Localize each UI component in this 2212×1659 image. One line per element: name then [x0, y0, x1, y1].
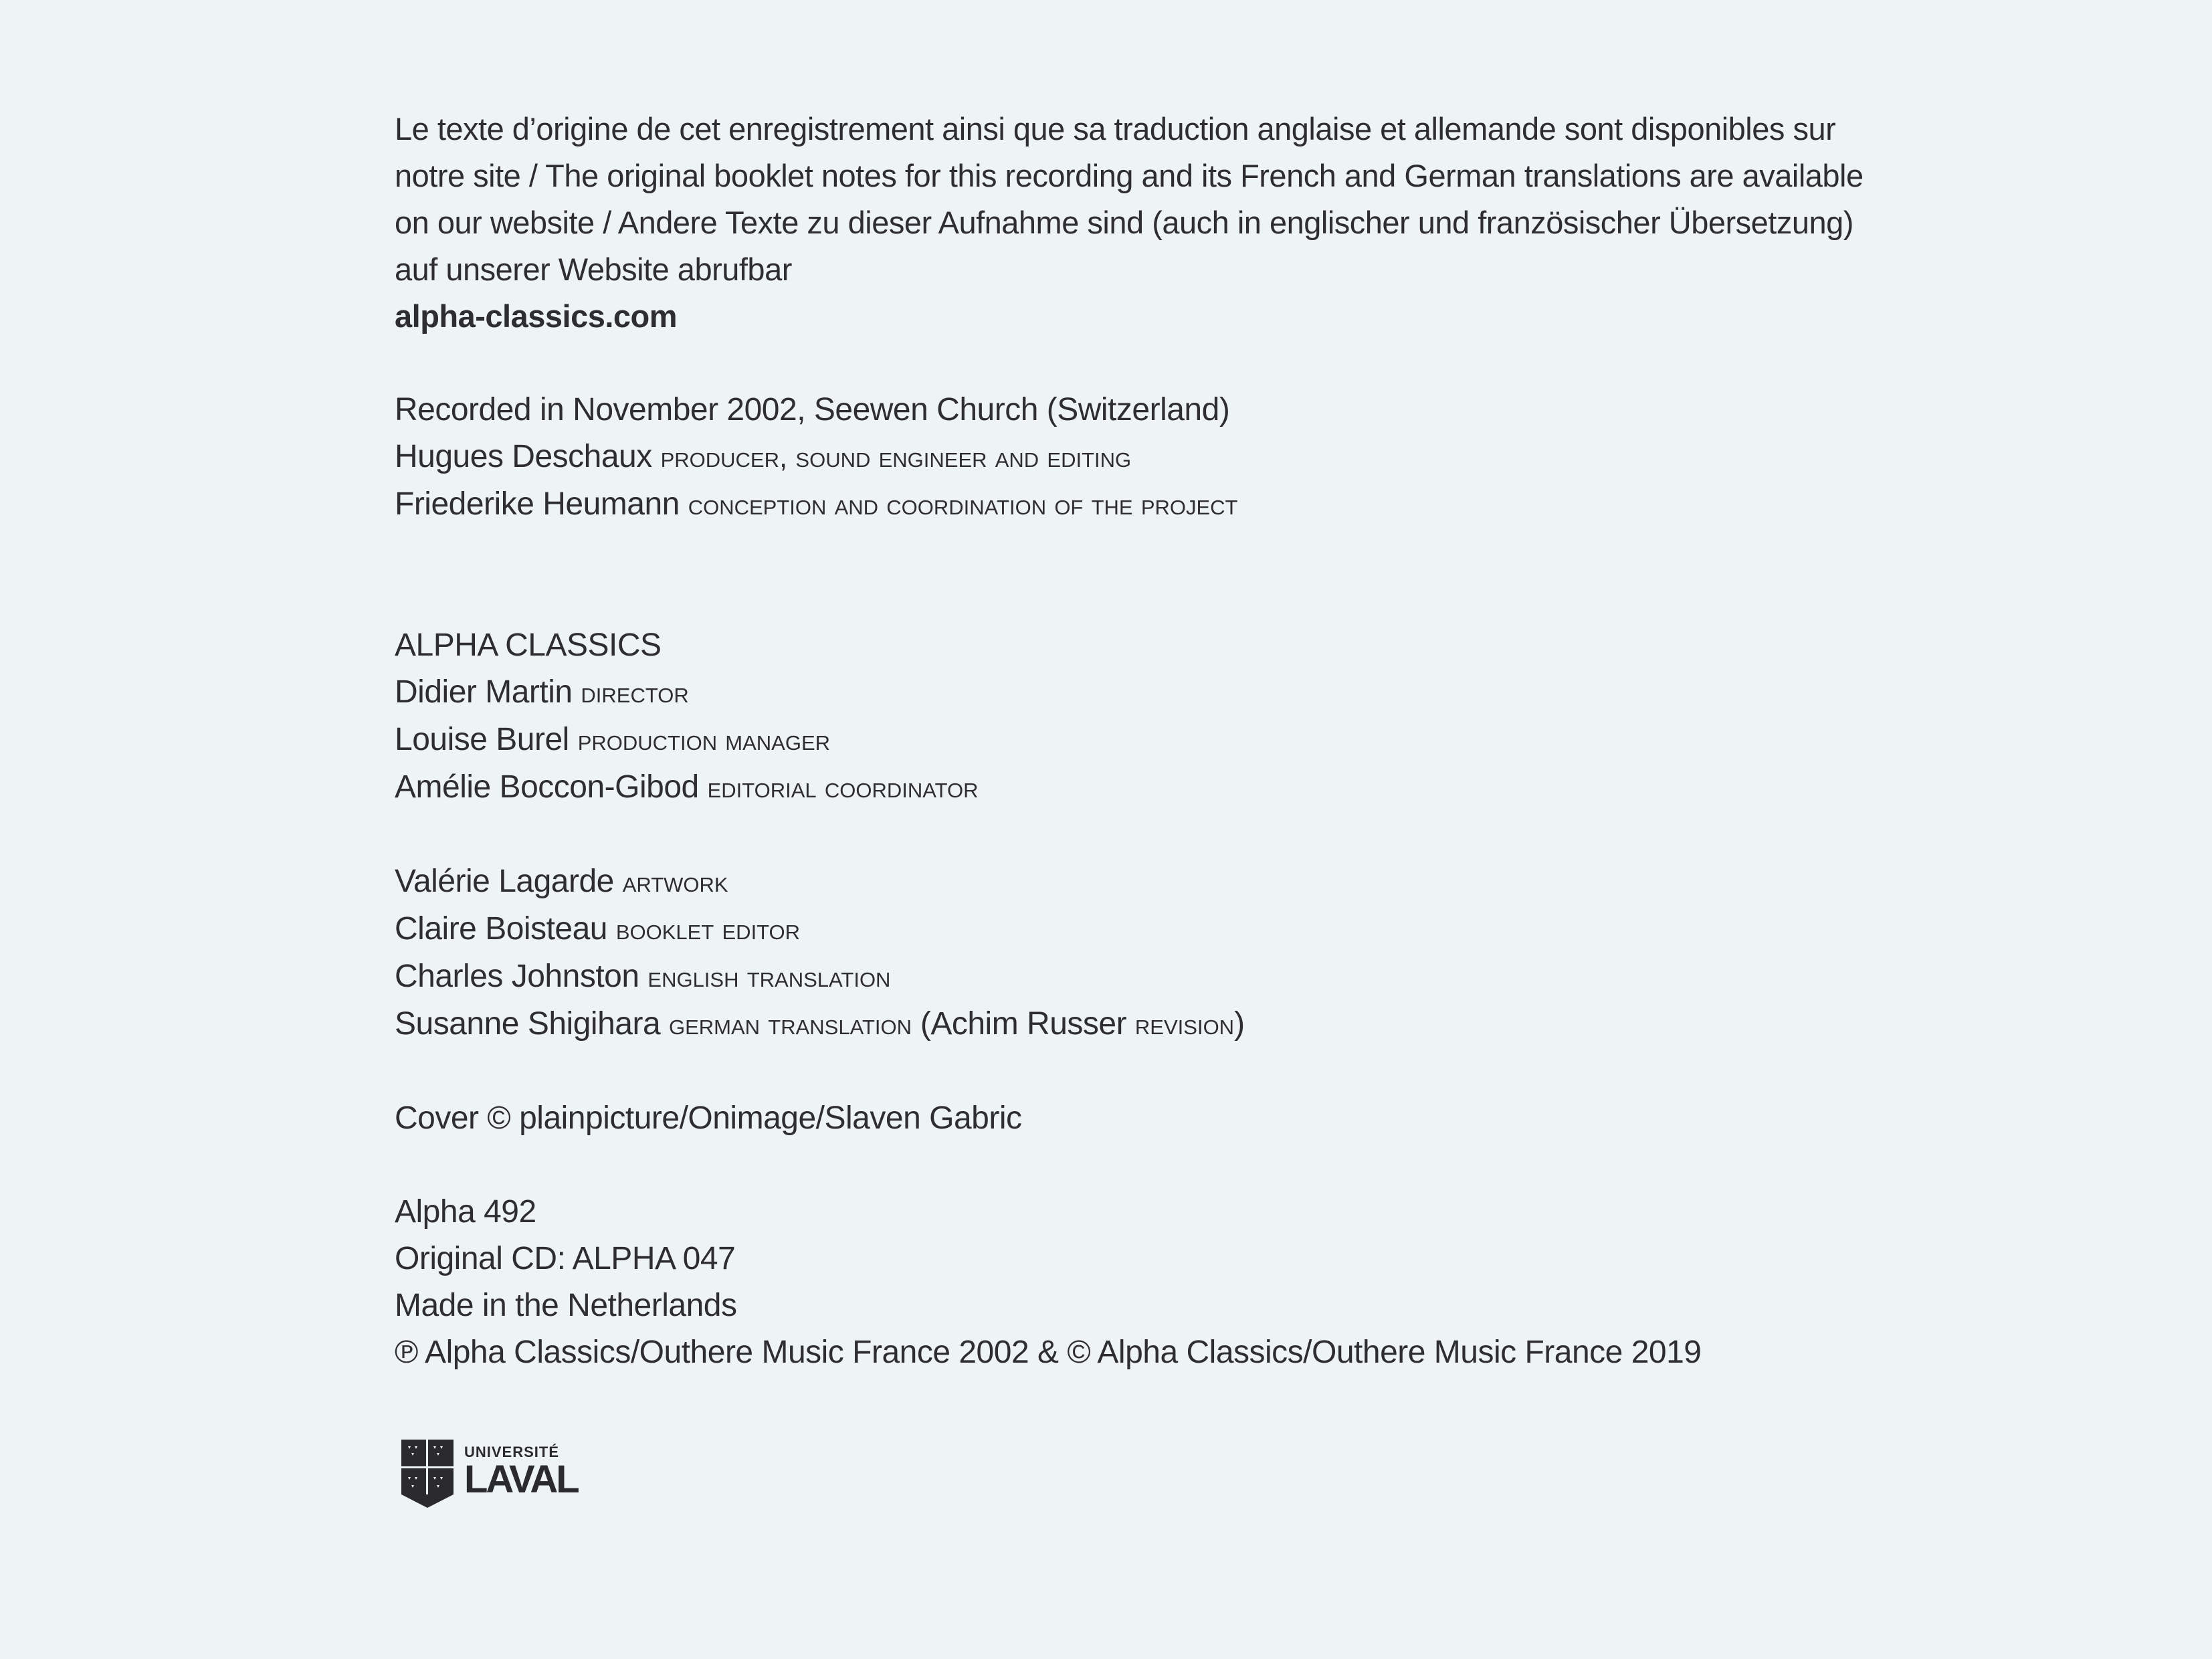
logo-wordmark: [464, 1444, 578, 1501]
credit-name: Hugues Deschaux: [395, 439, 652, 474]
credit-role: booklet editor: [615, 913, 801, 946]
intro-line-2: notre site / The original booklet notes for this recording and its French and German translations are available: [395, 158, 1864, 193]
credit-line: [395, 1001, 1946, 1048]
copyright-line: ℗ Alpha Classics/Outhere Music France 2002 & © Alpha Classics/Outhere Music France 2019: [395, 1335, 1702, 1370]
credit-line: [395, 669, 1946, 716]
website-link[interactable]: alpha-classics.com: [395, 298, 678, 334]
intro-block: [395, 106, 1946, 340]
credit-role: producer, sound engineer and editing: [660, 441, 1132, 474]
recording-info: Recorded in November 2002, Seewen Church (Switzerland): [395, 392, 1230, 427]
label-block: [395, 622, 1946, 811]
credit-name: Valérie Lagarde: [395, 864, 614, 899]
spacer: [395, 1048, 1946, 1095]
credit-role: english translation: [647, 961, 891, 993]
credit-role: director: [581, 676, 689, 709]
logo-small-text: UNIVERSITÉ: [464, 1444, 560, 1460]
universite-laval-logo: [400, 1438, 578, 1509]
logo-big-text: LAVAL: [464, 1458, 578, 1501]
credit-name: Didier Martin: [395, 674, 573, 710]
credit-role: conception and coordination of the project: [688, 488, 1238, 521]
credit-line: [395, 716, 1946, 764]
credit-line: [395, 433, 1946, 481]
spacer: [395, 1142, 1946, 1189]
credit-line: [395, 481, 1946, 528]
credit-line: [395, 764, 1946, 811]
credit-name: Charles Johnston: [395, 959, 639, 994]
credit-role: revision: [1134, 1008, 1235, 1041]
recording-block: [395, 387, 1946, 528]
credit-name: Amélie Boccon-Gibod: [395, 769, 699, 805]
original-cd: Original CD: ALPHA 047: [395, 1241, 736, 1276]
credit-role: production manager: [577, 724, 831, 757]
credit-name: Louise Burel: [395, 722, 569, 757]
credit-role: german translation: [668, 1008, 912, 1041]
credit-role: editorial coordinator: [707, 771, 979, 804]
spacer: [395, 528, 1946, 622]
spacer: [395, 811, 1946, 858]
cover-credit: Cover © plainpicture/Onimage/Slaven Gabric: [395, 1100, 1022, 1136]
credit-name: Susanne Shigihara: [395, 1006, 661, 1042]
booklet-block: [395, 858, 1946, 1048]
credit-name: Achim Russer: [930, 1006, 1127, 1042]
credits-page: [395, 106, 1946, 1376]
credit-line: [395, 858, 1946, 906]
credit-line: [395, 953, 1946, 1001]
spacer: [395, 340, 1946, 387]
credit-line: [395, 906, 1946, 953]
catalog-number: Alpha 492: [395, 1194, 536, 1230]
credit-role: artwork: [622, 866, 728, 898]
label-heading: ALPHA CLASSICS: [395, 627, 662, 663]
credit-name: Friederike Heumann: [395, 486, 680, 522]
made-in: Made in the Netherlands: [395, 1288, 737, 1323]
paren-open: (: [920, 1006, 931, 1042]
catalog-block: [395, 1189, 1946, 1376]
intro-line-4: auf unserer Website abrufbar: [395, 252, 792, 287]
intro-line-3: on our website / Andere Texte zu dieser Aufnahme sind (auch in englischer und französischer Übersetzung): [395, 205, 1853, 240]
intro-line-1: Le texte d’origine de cet enregistrement ainsi que sa traduction anglaise et allemande sont disponibles sur: [395, 111, 1836, 147]
paren-close: ): [1234, 1006, 1245, 1042]
shield-icon: [400, 1438, 455, 1509]
credit-name: Claire Boisteau: [395, 911, 607, 947]
